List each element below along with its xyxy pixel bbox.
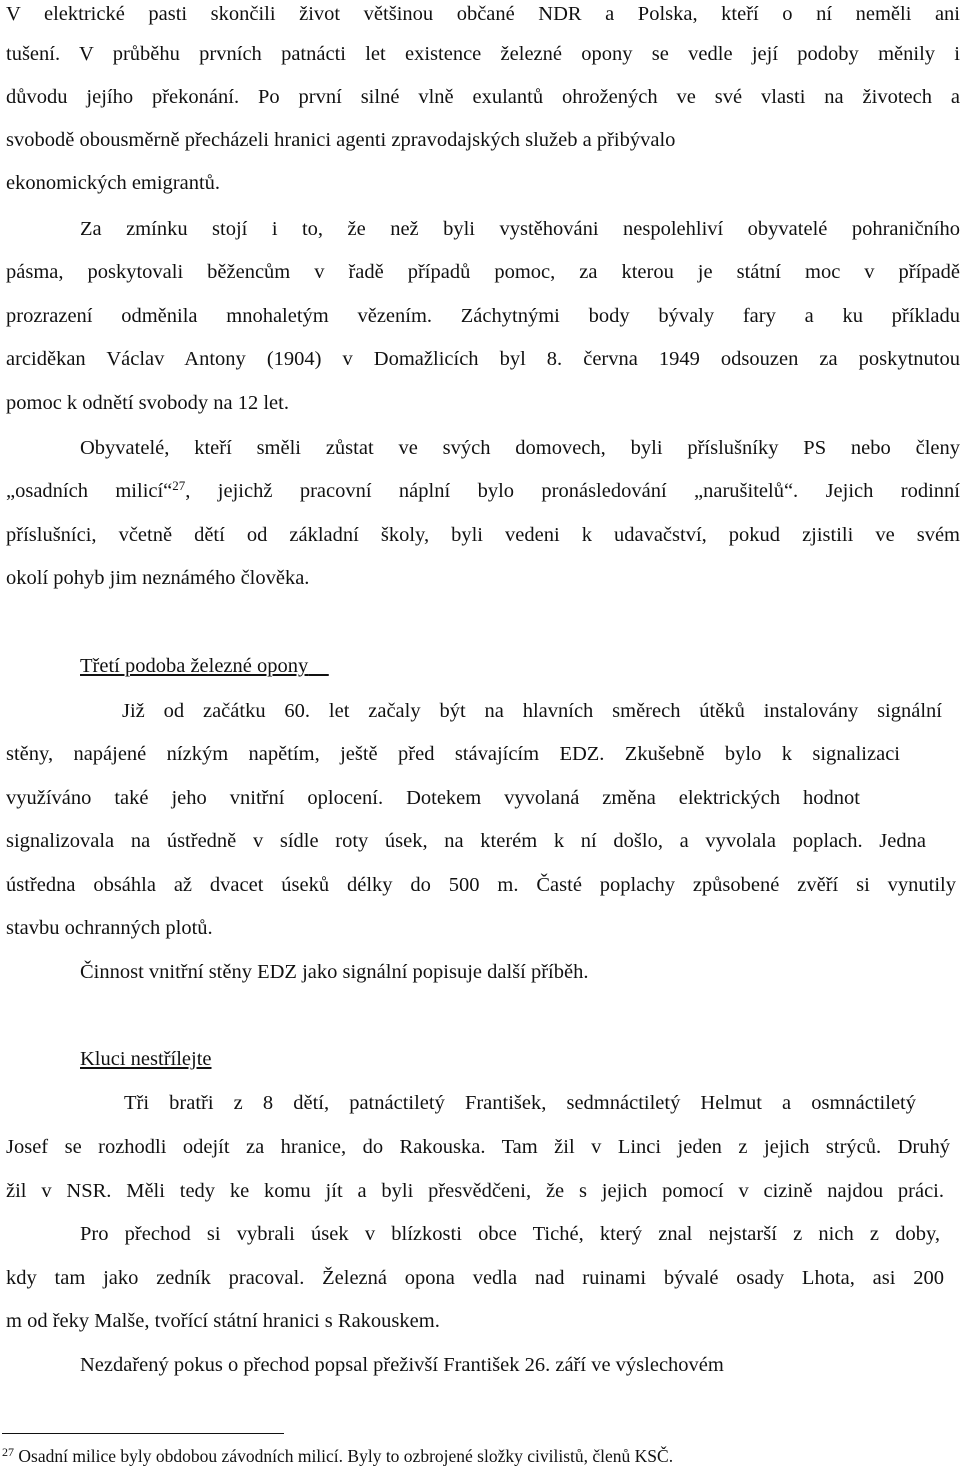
footnote-divider xyxy=(2,1433,284,1434)
section-heading: Kluci nestřílejte xyxy=(80,1048,212,1070)
paragraph-line: arciděkan Václav Antony (1904) v Domažlicích byl 8. června 1949 odsouzen za poskytnutou xyxy=(6,348,960,370)
paragraph-line: kdy tam jako zedník pracoval. Železná opona vedla nad ruinami bývalé osady Lhota, asi 200 xyxy=(6,1267,944,1289)
paragraph-line: žil v NSR. Měli tedy ke komu jít a byli přesvědčeni, že s jejich pomocí v cizině najdou práci. xyxy=(6,1180,944,1202)
paragraph-line: důvodu jejího překonání. Po první silné vlně exulantů ohrožených ve své vlasti na životech a xyxy=(6,86,960,108)
paragraph-line: pomoc k odnětí svobody na 12 let. xyxy=(6,392,289,414)
document-page xyxy=(6,0,960,1474)
paragraph-line: Pro přechod si vybrali úsek v blízkosti obce Tiché, který znal nejstarší z nich z doby, xyxy=(80,1223,940,1245)
footnote xyxy=(2,1444,673,1468)
paragraph-line: Již od začátku 60. let začaly být na hlavních směrech útěků instalovány signální xyxy=(122,700,942,722)
paragraph-line: svobodě obousměrně přecházeli hranici agenti zpravodajských služeb a přibývalo xyxy=(6,129,676,151)
paragraph-line: využíváno také jeho vnitřní oplocení. Dotekem vyvolaná změna elektrických hodnot xyxy=(6,787,860,809)
footnote-reference[interactable]: 27 xyxy=(172,478,186,493)
quoted-term: „osadních milicí“ xyxy=(6,480,173,502)
paragraph-line: Obyvatelé, kteří směli zůstat ve svých domovech, byli příslušníky PS nebo členy xyxy=(80,437,960,459)
paragraph-line: prozrazení odměnila mnohaletým vězením. Záchytnými body bývaly fary a ku příkladu xyxy=(6,305,960,327)
section-heading: Třetí podoba železné opony xyxy=(80,655,309,677)
paragraph-line: pásma, poskytovali běžencům v řadě případů pomoc, za kterou je státní moc v případě xyxy=(6,261,960,283)
paragraph-line: Za zmínku stojí i to, že než byli vystěhováni nespolehliví obyvatelé pohraničního xyxy=(80,218,960,240)
paragraph-line: Nezdařený pokus o přechod popsal přeživší František 26. září ve výslechovém xyxy=(80,1354,724,1376)
paragraph-line: ekonomických emigrantů. xyxy=(6,172,221,194)
paragraph-line: Činnost vnitřní stěny EDZ jako signální popisuje další příběh. xyxy=(80,961,589,983)
paragraph-line: Tři bratři z 8 dětí, patnáctiletý František, sedmnáctiletý Helmut a osmnáctiletý xyxy=(124,1092,916,1114)
paragraph-line: signalizovala na ústředně v sídle roty úsek, na kterém k ní došlo, a vyvolala poplach. Jedna xyxy=(6,830,926,852)
paragraph-line: stavbu ochranných plotů. xyxy=(6,917,213,939)
paragraph-line: stěny, napájené nízkým napětím, ještě před stávajícím EDZ. Zkušebně bylo k signalizaci xyxy=(6,743,900,765)
paragraph-line xyxy=(6,477,960,505)
paragraph-line: okolí pohyb jim neznámého člověka. xyxy=(6,567,310,589)
paragraph-line: V elektrické pasti skončili život většinou občané NDR a Polska, kteří o ní neměli ani xyxy=(6,3,960,25)
paragraph-line: příslušníci, včetně dětí od základní školy, byli vedeni k udavačství, pokud zjistili ve svém xyxy=(6,524,960,546)
paragraph-line: m od řeky Malše, tvořící státní hranici s Rakouskem. xyxy=(6,1310,440,1332)
paragraph-line: ústředna obsáhla až dvacet úseků délky do 500 m. Časté poplachy způsobené zvěří si vynutily xyxy=(6,874,956,896)
line-text: , jejichž pracovní náplní bylo pronásledování „narušitelů“. Jejich rodinní xyxy=(185,480,960,502)
paragraph-line: Josef se rozhodli odejít za hranice, do Rakouska. Tam žil v Linci jeden z jejich strýců. Druhý xyxy=(6,1136,950,1158)
footnote-number: 27 xyxy=(2,1445,14,1459)
paragraph-line: tušení. V průběhu prvních patnácti let existence železné opony se vedle její podoby měnily i xyxy=(6,43,960,65)
footnote-text: Osadní milice byly obdobou závodních milicí. Byly to ozbrojené složky civilistů, členů KSČ. xyxy=(14,1446,674,1466)
